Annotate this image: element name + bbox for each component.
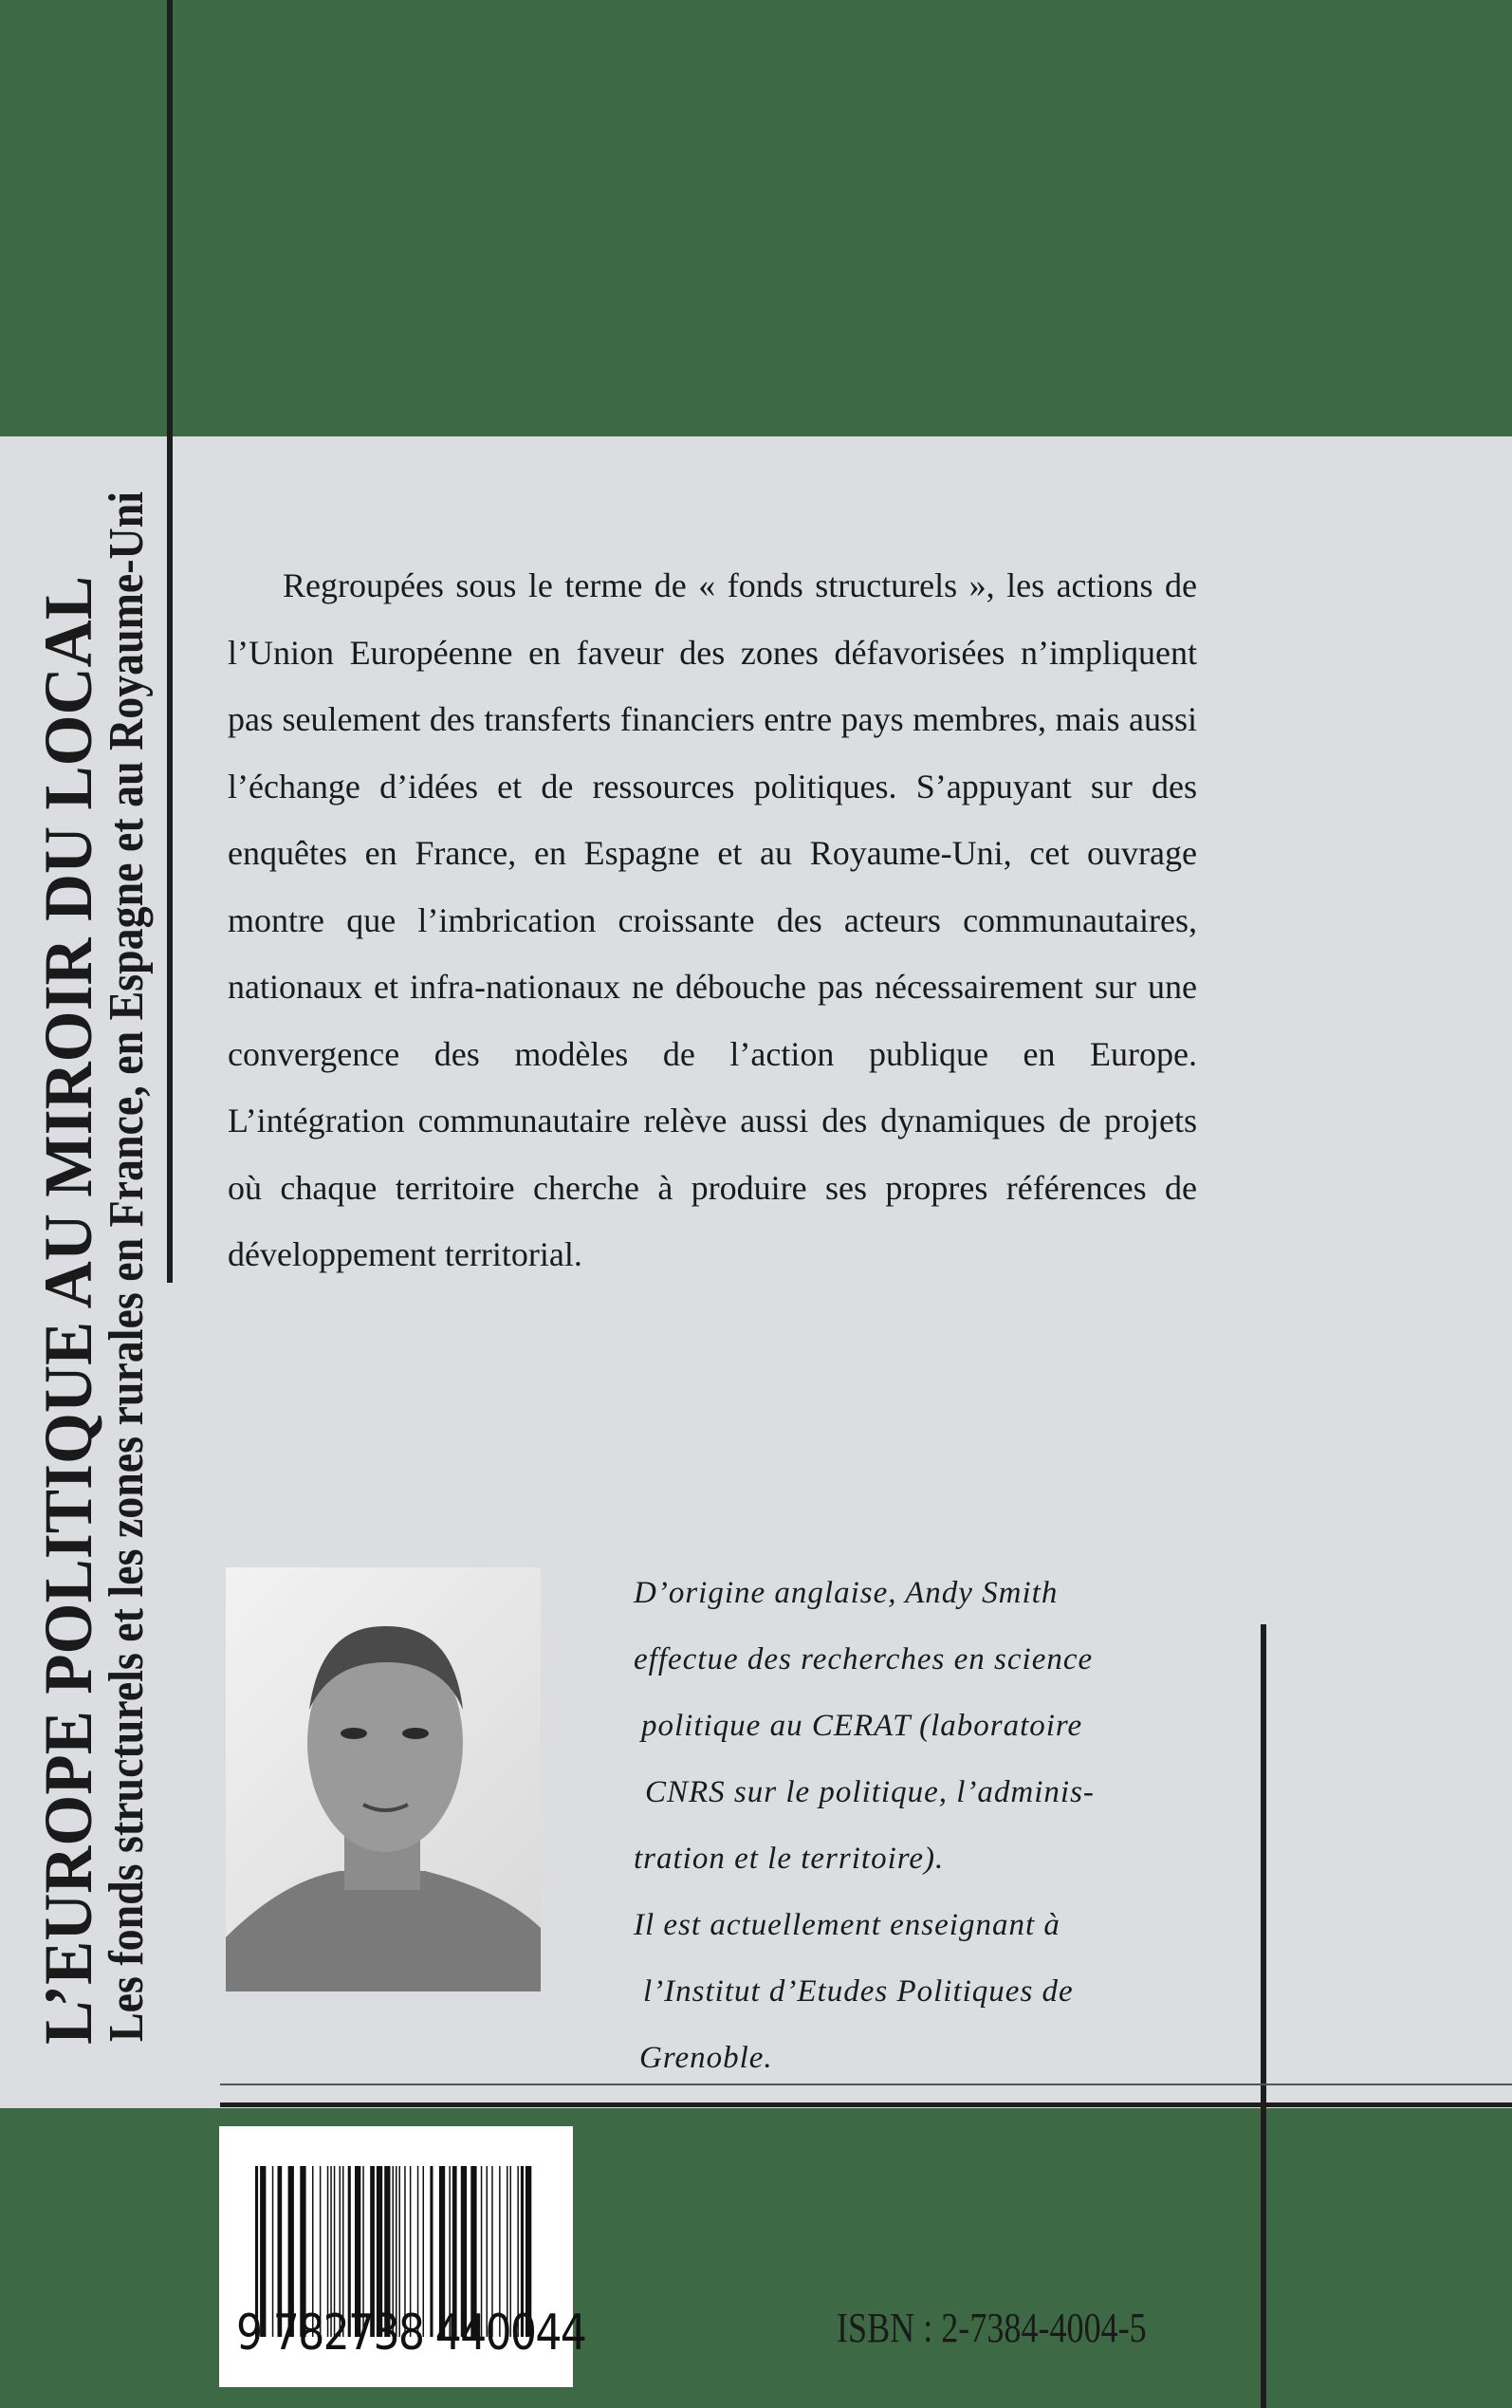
book-subtitle: Les fonds structurels et les zones rurales en France, en Espagne et au Royaume-Uni <box>100 286 154 2042</box>
isbn: ISBN : 2-7384-4004-5 <box>837 2305 1147 2351</box>
bio-line: tration et le territoire). <box>634 1842 945 1876</box>
bio-line: Il est actuellement enseignant à <box>634 1908 1060 1942</box>
divider-line-thick <box>220 2102 1512 2107</box>
barcode <box>219 2126 586 2387</box>
bio-line: effectue des recherches en science <box>634 1642 1094 1676</box>
bio-line: D’origine anglaise, Andy Smith <box>634 1576 1059 1610</box>
author-photo <box>226 1567 541 1991</box>
bio-line: l’Institut d’Etudes Politiques de <box>643 1974 1074 2009</box>
top-green-band <box>0 0 1512 436</box>
spine-text <box>0 0 190 2408</box>
bio-line: Grenoble. <box>639 2041 773 2075</box>
bio-line: politique au CERAT (laboratoire <box>641 1709 1083 1743</box>
bio-line: CNRS sur le politique, l’adminis- <box>645 1775 1095 1809</box>
back-cover-blurb: Regroupées sous le terme de « fonds structurels », les actions de l’Union Européenne en faveur des zones défavorisées n’impliquent pas seulement des transferts financiers entre pays membres, mais aussi l’échange d’idées et de ressources politiques. S’appuyant sur des enquêtes en France, en Espagne et au Royaume-Uni, cet ouvrage montre que l’imbrication croissante des acteurs communautaires, nationaux et infra-nationaux ne débouche pas nécessairement sur une convergence des modèles de l’action publique en Europe. L’intégration communautaire relève aussi des dynamiques de projets où chaque territoire cherche à produire ses propres références de développement territorial. <box>228 566 1197 1273</box>
barcode-digits: 9 782738 440044 <box>236 2305 586 2362</box>
right-vertical-line <box>1261 1624 1266 2408</box>
author-bio <box>634 1560 1165 2091</box>
book-title: L’EUROPE POLITIQUE AU MIROIR DU LOCAL <box>30 519 106 2045</box>
